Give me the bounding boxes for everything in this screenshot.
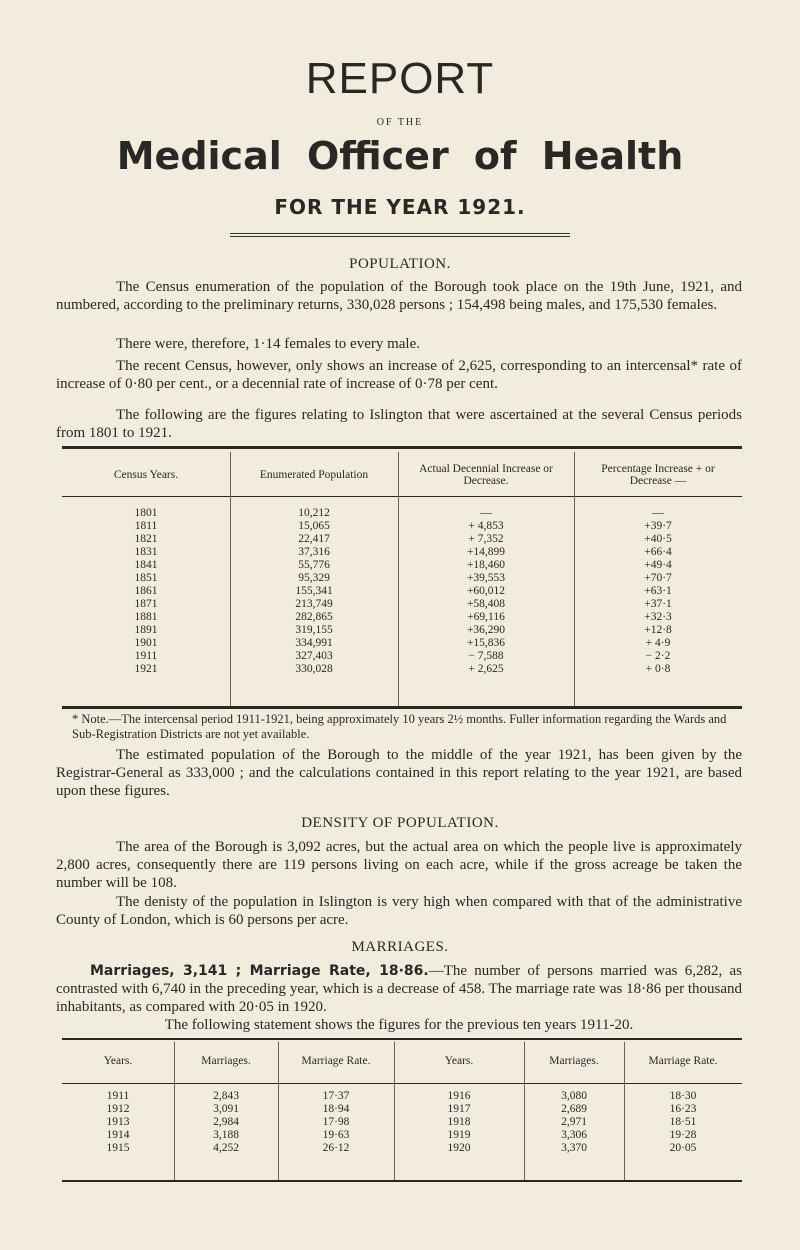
table-cell: 1891 [134, 624, 158, 636]
table-cell: 22,417 [298, 533, 330, 545]
table-cell: +15,836 [466, 637, 506, 649]
density-paragraph-1 [56, 838, 742, 892]
table-cell: +49·4 [644, 559, 672, 571]
table-cell: 327,403 [295, 650, 333, 662]
table-cell: − 2·2 [645, 650, 671, 662]
table-cell: — [480, 507, 492, 519]
table-cell: +14,899 [466, 546, 506, 558]
population-text-2: There were, therefore, 1·14 females to every male. [116, 336, 421, 352]
marriage-col-marriages: Marriages. [201, 1055, 251, 1067]
census-note: * Note.—The intercensal period 1911-1921, being approximately 10 years 2½ months. Fuller information regarding the Wards and Sub-Registration Districts are not yet available. [72, 712, 727, 741]
table-cell: 1861 [134, 585, 158, 597]
table-row [62, 1129, 742, 1142]
census-table-top-rule [62, 446, 742, 449]
census-table-header-row [62, 450, 742, 500]
table-cell: 1915 [106, 1142, 130, 1154]
table-cell: 1919 [447, 1129, 471, 1141]
table-cell: +18,460 [466, 559, 506, 571]
table-row [62, 585, 742, 598]
population-paragraph-4 [56, 406, 742, 442]
table-cell: — [652, 507, 664, 519]
census-col-percent: Percentage Increase + or Decrease — [601, 463, 715, 487]
census-col-divider [230, 452, 231, 707]
census-col-divider [398, 452, 399, 707]
table-cell: 16·23 [669, 1103, 697, 1115]
marriage-col-years: Years. [444, 1055, 474, 1067]
census-col-population: Enumerated Population [259, 469, 369, 481]
table-cell: +70·7 [644, 572, 672, 584]
table-cell: + 2,625 [468, 663, 504, 675]
table-cell: 1811 [134, 520, 158, 532]
table-cell: 19·28 [669, 1129, 697, 1141]
marriage-col-years: Years. [103, 1055, 133, 1067]
table-cell: 18·94 [322, 1103, 350, 1115]
population-heading: POPULATION. [349, 256, 451, 272]
report-title: Medical Officer of Health [116, 134, 684, 178]
table-cell: 3,080 [561, 1090, 587, 1102]
census-table-body [62, 500, 742, 676]
table-cell: +69,116 [467, 611, 505, 623]
table-cell: 1911 [134, 650, 158, 662]
table-cell: 1821 [134, 533, 158, 545]
table-row [62, 1142, 742, 1155]
table-row [62, 500, 742, 520]
table-cell: +58,408 [466, 598, 506, 610]
table-cell: 1841 [134, 559, 158, 571]
table-cell: 1920 [447, 1142, 471, 1154]
density-text-2: The denisty of the population in Islington is very high when compared with that of the administrative County of London, which is 60 persons per acre. [56, 894, 742, 928]
marriages-lead: Marriages, 3,141 ; Marriage Rate, 18·86. [90, 963, 429, 979]
report-heading: REPORT [305, 54, 495, 103]
marriage-col-divider [394, 1042, 395, 1180]
marriages-paragraph-2: The following statement shows the figures for the previous ten years 1911-20. [164, 1017, 634, 1033]
table-cell: 334,991 [295, 637, 333, 649]
marriage-col-divider [278, 1042, 279, 1180]
table-row [62, 520, 742, 533]
census-table [62, 450, 742, 676]
table-row [62, 611, 742, 624]
table-cell: 3,091 [213, 1103, 239, 1115]
table-cell: +12·8 [644, 624, 672, 636]
table-cell: 18·51 [669, 1116, 697, 1128]
table-cell: +36,290 [466, 624, 506, 636]
table-cell: 55,776 [298, 559, 330, 571]
table-cell: 37,316 [298, 546, 330, 558]
population-text-4: The following are the figures relating to Islington that were ascertained at the several Census periods from 1801 to 1921. [56, 407, 742, 441]
table-cell: 1851 [134, 572, 158, 584]
marriage-col-divider [524, 1042, 525, 1180]
table-cell: + 4·9 [645, 637, 671, 649]
table-cell: 1914 [106, 1129, 130, 1141]
table-cell: +39,553 [466, 572, 506, 584]
marriage-col-divider [174, 1042, 175, 1180]
table-row [62, 1116, 742, 1129]
table-cell: 20·05 [669, 1142, 697, 1154]
estimate-text: The estimated population of the Borough to the middle of the year 1921, has been given by the Registrar-General as 333,000 ; and the calculations contained in this report relating to the year 1921, are based upon these figures. [56, 747, 742, 799]
table-cell: +60,012 [466, 585, 506, 597]
table-cell: 1917 [447, 1103, 471, 1115]
table-cell: 10,212 [298, 507, 330, 519]
table-cell: 1916 [447, 1090, 471, 1102]
table-cell: 17·37 [322, 1090, 350, 1102]
table-cell: 2,984 [213, 1116, 239, 1128]
marriages-heading: MARRIAGES. [351, 939, 449, 955]
table-row [62, 533, 742, 546]
marriage-table-body [62, 1083, 742, 1155]
table-row [62, 559, 742, 572]
table-cell: 1801 [134, 507, 158, 519]
census-table-header-rule [62, 496, 742, 497]
table-cell: 3,306 [561, 1129, 587, 1141]
marriage-col-rate: Marriage Rate. [648, 1055, 718, 1067]
table-row [62, 572, 742, 585]
table-cell: 1913 [106, 1116, 130, 1128]
table-cell: 3,370 [561, 1142, 587, 1154]
population-text-1: The Census enumeration of the population of the Borough took place on the 19th June, 1921, and numbered, according to the preliminary returns, 330,028 persons ; 154,498 being males, and 175,530 females. [56, 279, 742, 313]
marriage-table [62, 1039, 742, 1155]
table-cell: 1912 [106, 1103, 130, 1115]
table-cell: 1918 [447, 1116, 471, 1128]
table-row [62, 546, 742, 559]
table-cell: 1911 [106, 1090, 130, 1102]
table-cell: 95,329 [298, 572, 330, 584]
table-cell: 2,971 [561, 1116, 587, 1128]
density-text-1: The area of the Borough is 3,092 acres, but the actual area on which the people live is approximately 2,800 acres, consequently there are 119 persons living on each acre, while if the gross acreage be taken the number will be 108. [56, 839, 742, 891]
table-cell: 1921 [134, 663, 158, 675]
table-cell: 4,252 [213, 1142, 239, 1154]
table-row [62, 637, 742, 650]
marriage-col-rate: Marriage Rate. [301, 1055, 371, 1067]
density-heading: DENSITY OF POPULATION. [301, 815, 499, 831]
census-col-change: Actual Decennial Increase or Decrease. [419, 463, 553, 487]
table-cell: 2,843 [213, 1090, 239, 1102]
table-cell: 18·30 [669, 1090, 697, 1102]
table-row [62, 624, 742, 637]
table-cell: 330,028 [295, 663, 333, 675]
title-divider [230, 233, 570, 237]
marriages-text-1: —The number of persons married was 6,282, as contrasted with 6,740 in the preceding year, which is a decrease of 458. The marriage rate was 18·86 per thousand inhabitants, as compared with 20·05 in 1920. [56, 963, 742, 1015]
table-cell: + 0·8 [645, 663, 671, 675]
census-col-divider [574, 452, 575, 707]
table-cell: 319,155 [295, 624, 333, 636]
table-cell: 1881 [134, 611, 158, 623]
table-cell: 2,689 [561, 1103, 587, 1115]
table-cell: +63·1 [644, 585, 672, 597]
table-cell: 282,865 [295, 611, 333, 623]
marriage-table-header-rule [62, 1083, 742, 1084]
table-cell: 3,188 [213, 1129, 239, 1141]
table-cell: +66·4 [644, 546, 672, 558]
population-paragraph-2 [56, 335, 742, 353]
table-cell: 155,341 [295, 585, 333, 597]
population-paragraph-3 [56, 357, 742, 393]
table-cell: 1901 [134, 637, 158, 649]
table-cell: 17·98 [322, 1116, 350, 1128]
estimate-paragraph [56, 746, 742, 800]
table-cell: 1831 [134, 546, 158, 558]
marriage-col-marriages: Marriages. [549, 1055, 599, 1067]
table-row [62, 650, 742, 663]
table-cell: 1871 [134, 598, 158, 610]
table-cell: − 7,588 [468, 650, 504, 662]
table-cell: + 7,352 [468, 533, 504, 545]
marriage-table-header-row [62, 1039, 742, 1083]
table-cell: 15,065 [298, 520, 330, 532]
marriage-table-bottom-rule [62, 1180, 742, 1182]
table-cell: +37·1 [644, 598, 672, 610]
density-paragraph-2 [56, 893, 742, 929]
census-table-bottom-rule [62, 706, 742, 709]
table-cell: 26·12 [322, 1142, 350, 1154]
marriage-col-divider [624, 1042, 625, 1180]
table-cell: + 4,853 [468, 520, 504, 532]
table-cell: +40·5 [644, 533, 672, 545]
of-the-label: OF THE [376, 117, 424, 128]
report-year: FOR THE YEAR 1921. [274, 195, 526, 219]
population-paragraph-1 [56, 278, 742, 314]
table-cell: +32·3 [644, 611, 672, 623]
census-col-year: Census Years. [113, 469, 179, 481]
population-text-3: The recent Census, however, only shows an increase of 2,625, corresponding to an intercensal* rate of increase of 0·80 per cent., or a decennial rate of increase of 0·78 per cent. [56, 358, 742, 392]
table-row [62, 1103, 742, 1116]
table-row [62, 663, 742, 676]
table-row [62, 598, 742, 611]
table-cell: 19·63 [322, 1129, 350, 1141]
table-cell: +39·7 [644, 520, 672, 532]
marriages-paragraph-1 [56, 962, 742, 1016]
table-row [62, 1083, 742, 1103]
table-cell: 213,749 [295, 598, 333, 610]
